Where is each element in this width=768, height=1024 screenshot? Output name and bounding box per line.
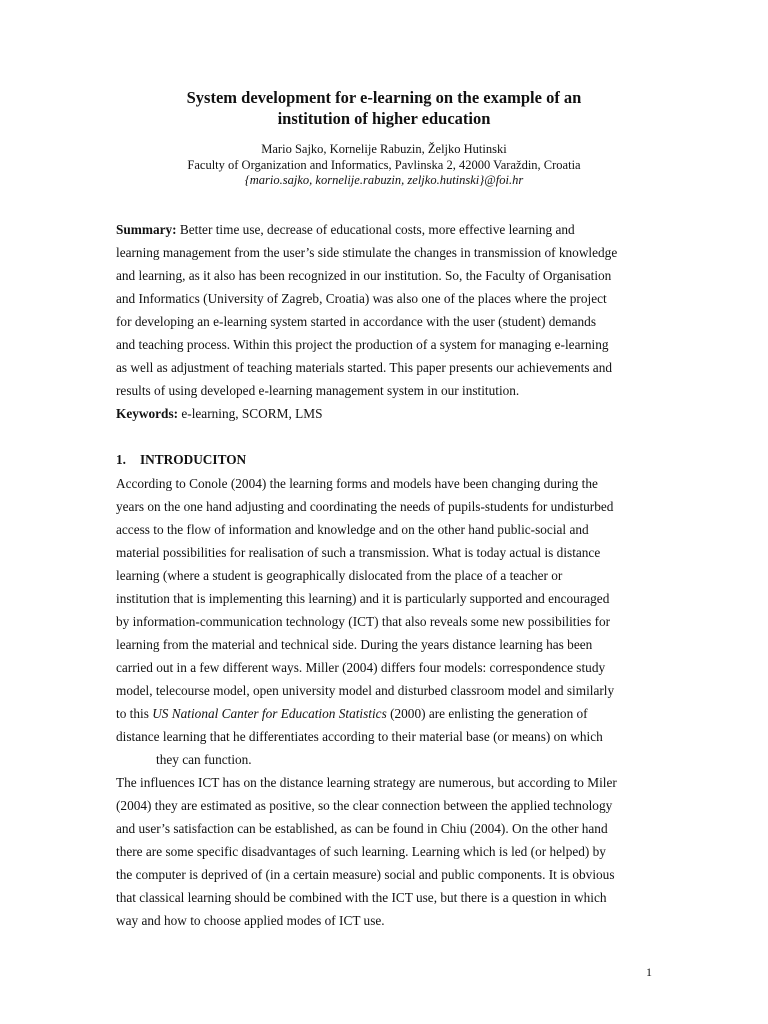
intro-line: institution that is implementing this learning) and it is particularly supported and encouraged [116, 590, 610, 606]
section-number: 1. [116, 452, 126, 468]
body-text [116, 218, 656, 932]
intro-line: they can function. [156, 752, 252, 768]
intro-line [116, 702, 656, 725]
intro-line: model, telecourse model, open university model and disturbed classroom model and similarly [116, 682, 615, 698]
intro-line: and user’s satisfaction can be established, as can be found in Chiu (2004). On the other hand [116, 821, 608, 837]
cited-source: US National Canter for Education Statistics [152, 705, 387, 721]
summary-line [116, 218, 656, 241]
intro-line: distance learning that he differentiates according to their material base (or means) on which [116, 729, 603, 745]
intro-line: by information-communication technology (ICT) that also reveals some new possibilities for [116, 613, 611, 629]
intro-line: way and how to choose applied modes of ICT use. [116, 913, 385, 929]
intro-line: The influences ICT has on the distance learning strategy are numerous, but according to Miler [116, 775, 617, 791]
intro-line: material possibilities for realisation of such a transmission. What is today actual is distance [116, 544, 601, 560]
summary-line: for developing an e-learning system started in accordance with the user (student) demands [116, 314, 596, 330]
title-line-1: System development for e-learning on the example of an [186, 88, 582, 107]
spacer [116, 425, 656, 448]
page-number: 1 [646, 965, 652, 979]
title-line-2: institution of higher education [277, 109, 491, 128]
keywords-label: Keywords: [116, 406, 179, 422]
author-emails: {mario.sajko, kornelije.rabuzin, zeljko.hutinski}@foi.hr [244, 173, 524, 187]
intro-line: carried out in a few different ways. Miller (2004) differs four models: correspondence study [116, 659, 606, 675]
intro-line: that classical learning should be combined with the ICT use, but there is a question in which [116, 890, 607, 906]
author-block [0, 142, 768, 189]
intro-line: the computer is deprived of (in a certain measure) social and public components. It is obvious [116, 867, 615, 883]
intro-text: (2000) are enlisting the generation of [386, 705, 588, 721]
summary-line: results of using developed e-learning management system in our institution. [116, 383, 520, 399]
keywords-text: e-learning, SCORM, LMS [178, 406, 323, 422]
summary-label: Summary: [116, 222, 177, 237]
intro-line: According to Conole (2004) the learning forms and models have been changing during the [116, 475, 598, 491]
author-affiliation: Faculty of Organization and Informatics, Pavlinska 2, 42000 Varaždin, Croatia [187, 157, 581, 172]
intro-line: (2004) they are estimated as positive, so the clear connection between the applied technology [116, 798, 613, 814]
summary-line: and Informatics (University of Zagreb, Croatia) was also one of the places where the project [116, 291, 607, 307]
section-heading [116, 448, 656, 471]
intro-line: learning from the material and technical side. During the years distance learning has been [116, 636, 593, 652]
summary-line: as well as adjustment of teaching materials started. This paper presents our achievements and [116, 360, 613, 376]
summary-line: learning management from the user’s side stimulate the changes in transmission of knowledge [116, 245, 618, 261]
summary-text: Better time use, decrease of educational costs, more effective learning and [176, 222, 575, 237]
author-names: Mario Sajko, Kornelije Rabuzin, Željko Hutinski [261, 142, 507, 156]
intro-line: years on the one hand adjusting and coordinating the needs of pupils-students for undisturbed [116, 498, 614, 514]
intro-line: learning (where a student is geographically dislocated from the place of a teacher or [116, 567, 563, 583]
summary-line: and teaching process. Within this project the production of a system for managing e-learning [116, 337, 609, 353]
keywords-line [116, 402, 656, 425]
intro-text: to this [116, 705, 153, 721]
section-title: INTRODUCITON [140, 452, 247, 468]
intro-line: there are some specific disadvantages of such learning. Learning which is led (or helped) by [116, 844, 606, 860]
paper-title [0, 87, 768, 129]
summary-line: and learning, as it also has been recognized in our institution. So, the Faculty of Organisation [116, 268, 612, 284]
intro-line: access to the flow of information and knowledge and on the other hand public-social and [116, 521, 589, 537]
